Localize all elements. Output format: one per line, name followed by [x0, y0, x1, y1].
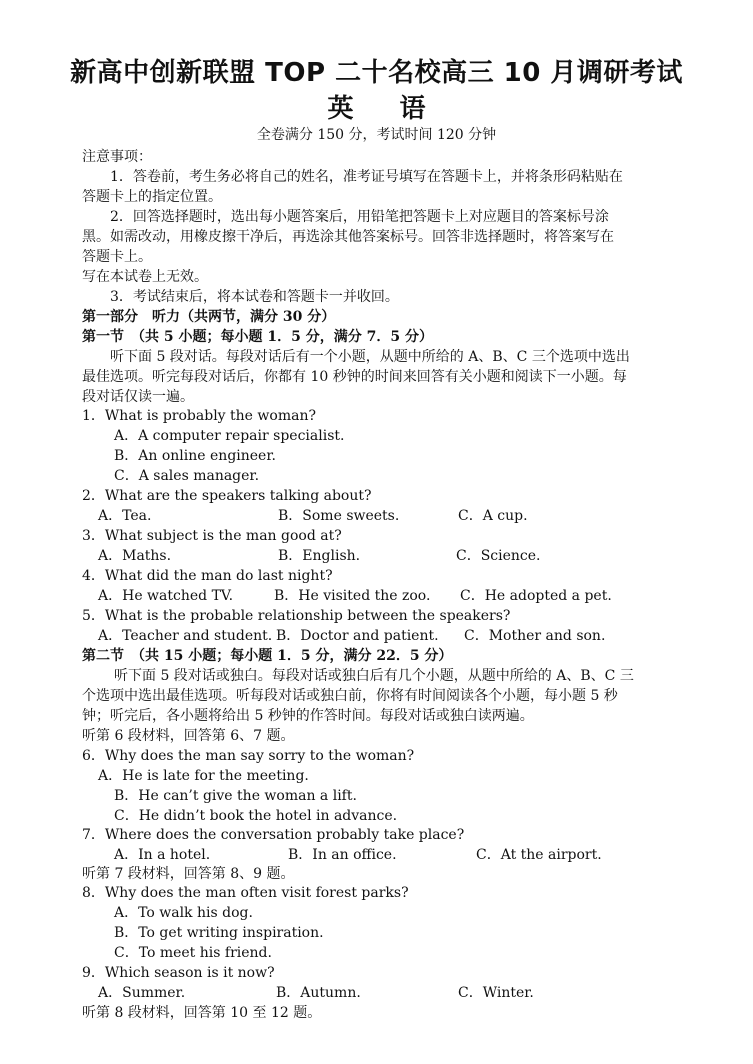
section2-instruction-line1: 听下面 5 段对话或独白。每段对话或独白后有几个小题，从题中所给的 A、B、C 三 — [114, 668, 634, 684]
q8-stem: 8．Why does the man often visit forest parks? — [82, 885, 409, 901]
notes-heading: 注意事项： — [82, 149, 152, 165]
subject-char-2: 语 — [399, 94, 426, 124]
q4-option-a: A．He watched TV. — [98, 588, 234, 604]
notes-item1-line2: 答题卡上的指定位置。 — [82, 189, 222, 205]
q4-option-c: C．He adopted a pet. — [460, 588, 612, 604]
q3-option-c: C．Science. — [456, 548, 541, 564]
q2-stem: 2．What are the speakers talking about? — [82, 488, 372, 504]
notes-item2-line2: 黑。如需改动，用橡皮擦干净后，再选涂其他答案标号。回答非选择题时，将答案写在 — [82, 229, 614, 245]
q2-option-a: A．Tea. — [98, 508, 152, 524]
notes-item2-line1: 2．回答选择题时，选出每小题答案后，用铅笔把答题卡上对应题目的答案标号涂 — [110, 209, 609, 225]
q9-option-a: A．Summer. — [98, 985, 186, 1001]
q5-option-b: B．Doctor and patient. — [276, 628, 439, 644]
subject-char-1: 英 — [327, 94, 354, 124]
q9-option-c: C．Winter. — [458, 985, 534, 1001]
q5-stem: 5．What is the probable relationship between the speakers? — [82, 608, 511, 624]
section1-instruction-line2: 最佳选项。听完每段对话后，你都有 10 秒钟的时间来回答有关小题和阅读下一小题。每 — [82, 369, 627, 385]
section2-instruction-line2: 个选项中选出最佳选项。听每段对话或独白前，你将有时间阅读各个小题，每小题 5 秒 — [82, 688, 618, 704]
section2-instruction-line3: 钟；听完后，各小题将给出 5 秒钟的作答时间。每段对话或独白读两遍。 — [82, 708, 534, 724]
q2-option-c: C．A cup. — [458, 508, 528, 524]
subject-title — [0, 92, 753, 126]
section1-instruction-line1: 听下面 5 段对话。每段对话后有一个小题，从题中所给的 A、B、C 三个选项中选出 — [110, 349, 630, 365]
notes-item2-line3: 答题卡上。 — [82, 249, 152, 265]
q1-option-c: C．A sales manager. — [114, 468, 260, 484]
section1-instruction-line3: 段对话仅读一遍。 — [82, 389, 194, 405]
material6-note: 听第 6 段材料，回答第 6、7 题。 — [82, 728, 295, 744]
q1-stem: 1．What is probably the woman? — [82, 408, 316, 424]
q2-option-b: B．Some sweets. — [278, 508, 400, 524]
part1-heading: 第一部分 听力（共两节，满分 30 分） — [82, 309, 336, 325]
q6-stem: 6．Why does the man say sorry to the woman? — [82, 748, 415, 764]
notes-item3: 3．考试结束后，将本试卷和答题卡一并收回。 — [110, 289, 399, 305]
q6-option-b: B．He can’t give the woman a lift. — [114, 788, 357, 804]
q6-option-a: A．He is late for the meeting. — [98, 768, 309, 784]
q4-stem: 4．What did the man do last night? — [82, 568, 333, 584]
q8-option-c: C．To meet his friend. — [114, 945, 272, 961]
section1-heading: 第一节 （共 5 小题；每小题 1．5 分，满分 7．5 分） — [82, 329, 433, 345]
q3-option-b: B．English. — [278, 548, 361, 564]
notes-item1-line1: 1．答卷前，考生务必将自己的姓名，准考证号填写在答题卡上，并将条形码粘贴在 — [110, 169, 623, 185]
q6-option-c: C．He didn’t book the hotel in advance. — [114, 808, 398, 824]
q5-option-c: C．Mother and son. — [464, 628, 606, 644]
q8-option-b: B．To get writing inspiration. — [114, 925, 324, 941]
q9-option-b: B．Autumn. — [276, 985, 361, 1001]
q7-stem: 7．Where does the conversation probably take place? — [82, 827, 465, 843]
material7-note: 听第 7 段材料，回答第 8、9 题。 — [82, 866, 295, 882]
q7-option-c: C．At the airport. — [476, 847, 602, 863]
q1-option-a: A．A computer repair specialist. — [114, 428, 345, 444]
section2-heading: 第二节 （共 15 小题；每小题 1．5 分，满分 22．5 分） — [82, 648, 453, 664]
material8-note: 听第 8 段材料，回答第 10 至 12 题。 — [82, 1005, 322, 1021]
q4-option-b: B．He visited the zoo. — [274, 588, 431, 604]
q3-option-a: A．Maths. — [98, 548, 172, 564]
exam-title: 新高中创新联盟 TOP 二十名校高三 10 月调研考试 — [70, 58, 683, 88]
q7-option-b: B．In an office. — [288, 847, 397, 863]
exam-subtitle: 全卷满分 150 分，考试时间 120 分钟 — [256, 127, 497, 143]
q5-option-a: A．Teacher and student. — [98, 628, 273, 644]
q3-stem: 3．What subject is the man good at? — [82, 528, 342, 544]
notes-item2-line4: 写在本试卷上无效。 — [82, 269, 208, 285]
q9-stem: 9．Which season is it now? — [82, 965, 275, 981]
q1-option-b: B．An online engineer. — [114, 448, 276, 464]
q7-option-a: A．In a hotel. — [114, 847, 211, 863]
q8-option-a: A．To walk his dog. — [114, 905, 253, 921]
